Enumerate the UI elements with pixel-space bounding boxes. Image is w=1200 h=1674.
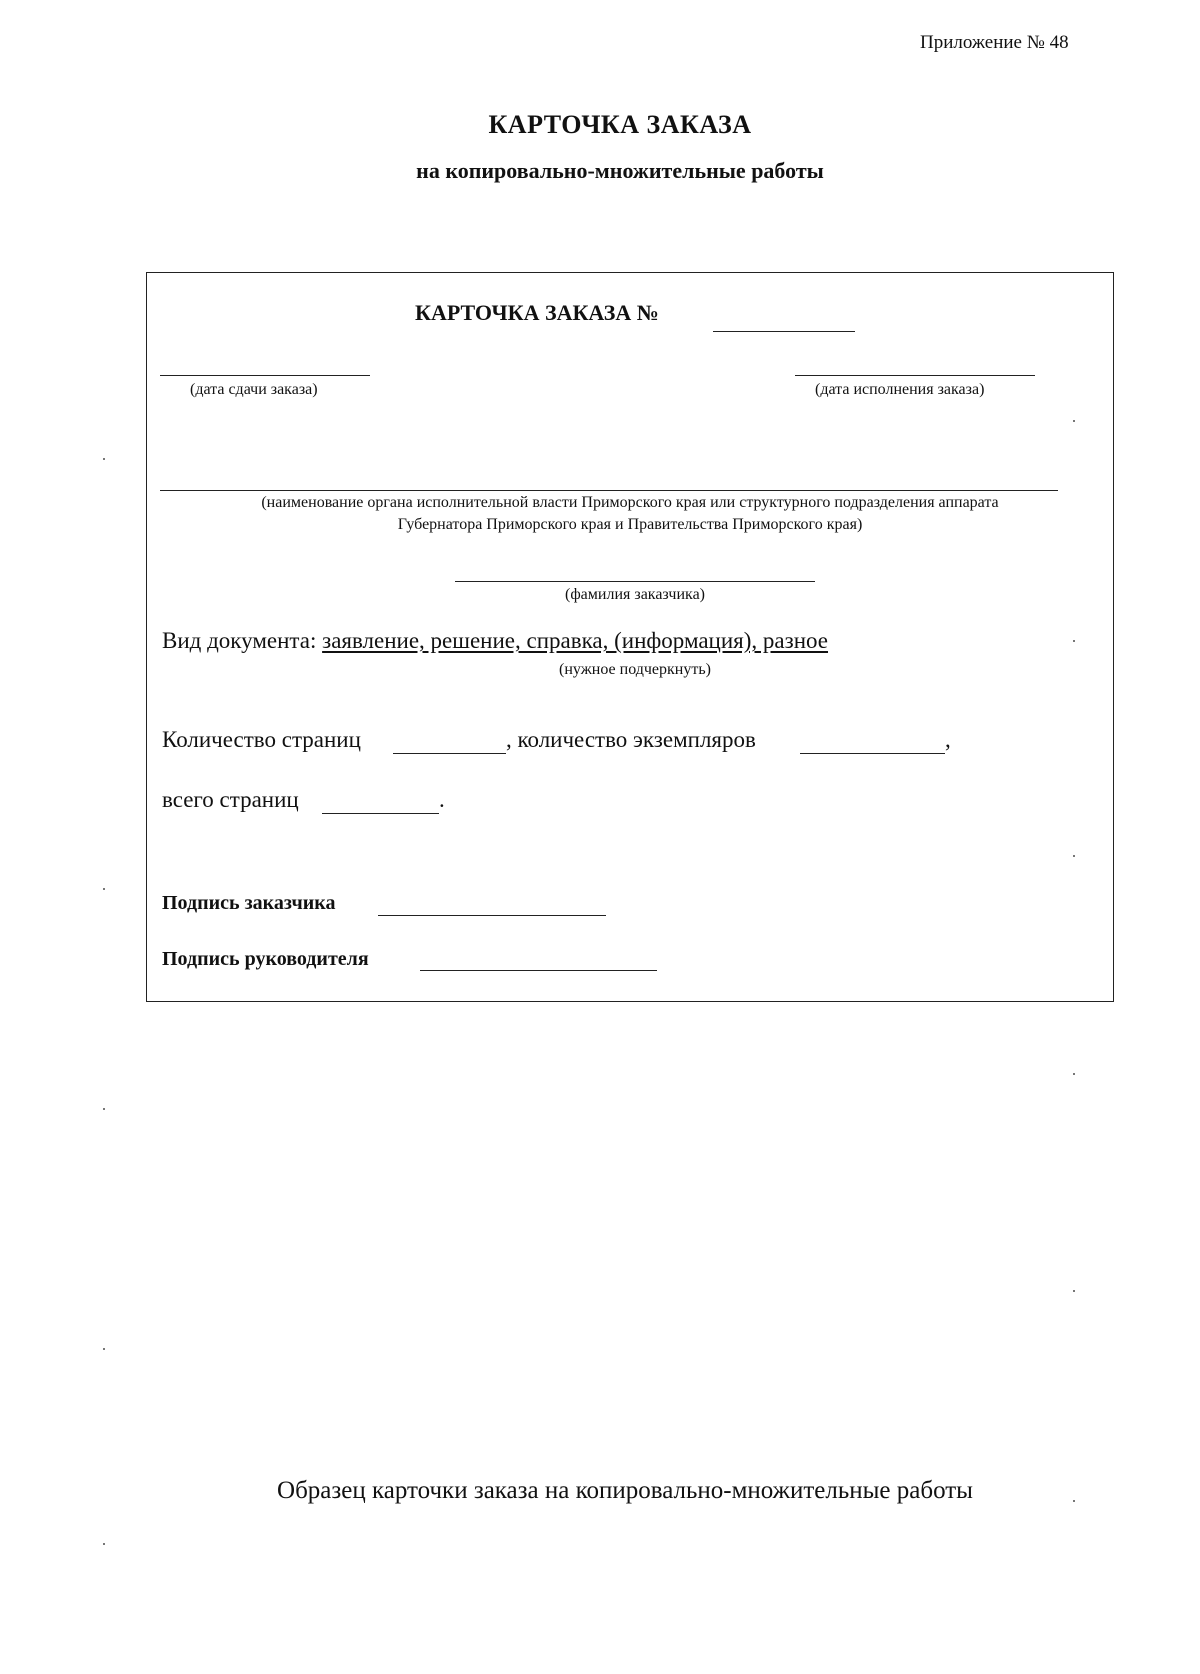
copies-label: , количество экземпляров [506, 727, 756, 752]
customer-surname-field[interactable] [455, 581, 815, 582]
card-title [415, 300, 659, 326]
date-complete-caption: (дата исполнения заказа) [815, 381, 985, 398]
organization-caption-line2: Губернатора Приморского края и Правительства Приморского края) [397, 516, 863, 533]
document-subtitle: на копировально-множительные работы [416, 158, 824, 183]
scan-speck [1073, 1073, 1075, 1075]
scan-speck [1073, 420, 1075, 422]
copies-comma: , [945, 727, 951, 752]
sample-caption: Образец карточки заказа на копировально-множительные работы [277, 1477, 973, 1504]
doc-type-options[interactable]: заявление, решение, справка, (информация), разное [322, 628, 829, 653]
scan-speck [103, 458, 105, 460]
copies-count-field[interactable] [800, 753, 945, 754]
pages-count-field[interactable] [393, 753, 506, 754]
total-period: . [439, 787, 445, 812]
scan-speck [103, 1348, 105, 1350]
date-complete-field[interactable] [795, 375, 1035, 376]
organization-field[interactable] [160, 490, 1058, 491]
date-submit-caption: (дата сдачи заказа) [190, 381, 318, 398]
scan-speck [1073, 855, 1075, 857]
total-pages-field[interactable] [322, 813, 439, 814]
scan-speck [103, 1108, 105, 1110]
doc-type-row [162, 628, 828, 654]
doc-type-hint: (нужное подчеркнуть) [559, 661, 711, 678]
scan-speck [103, 888, 105, 890]
customer-signature-label: Подпись заказчика [162, 892, 336, 914]
scan-speck [103, 1543, 105, 1545]
doc-type-label: Вид документа: [162, 628, 317, 653]
organization-caption-line1: (наименование органа исполнительной власти Приморского края или структурного подразделения аппарата [261, 494, 999, 511]
card-title-text: КАРТОЧКА ЗАКАЗА № [415, 300, 659, 325]
total-pages-label: всего страниц [162, 787, 299, 812]
document-title: КАРТОЧКА ЗАКАЗА [488, 110, 752, 139]
customer-signature-field[interactable] [378, 915, 606, 916]
scan-speck [1073, 640, 1075, 642]
appendix-number: Приложение № 48 [920, 32, 1069, 53]
scan-speck [1073, 1500, 1075, 1502]
date-submit-field[interactable] [160, 375, 370, 376]
customer-surname-caption: (фамилия заказчика) [564, 586, 705, 603]
manager-signature-label: Подпись руководителя [162, 948, 369, 970]
pages-label: Количество страниц [162, 727, 361, 752]
manager-signature-field[interactable] [420, 970, 657, 971]
card-number-field[interactable] [713, 331, 855, 332]
scan-speck [1073, 1290, 1075, 1292]
